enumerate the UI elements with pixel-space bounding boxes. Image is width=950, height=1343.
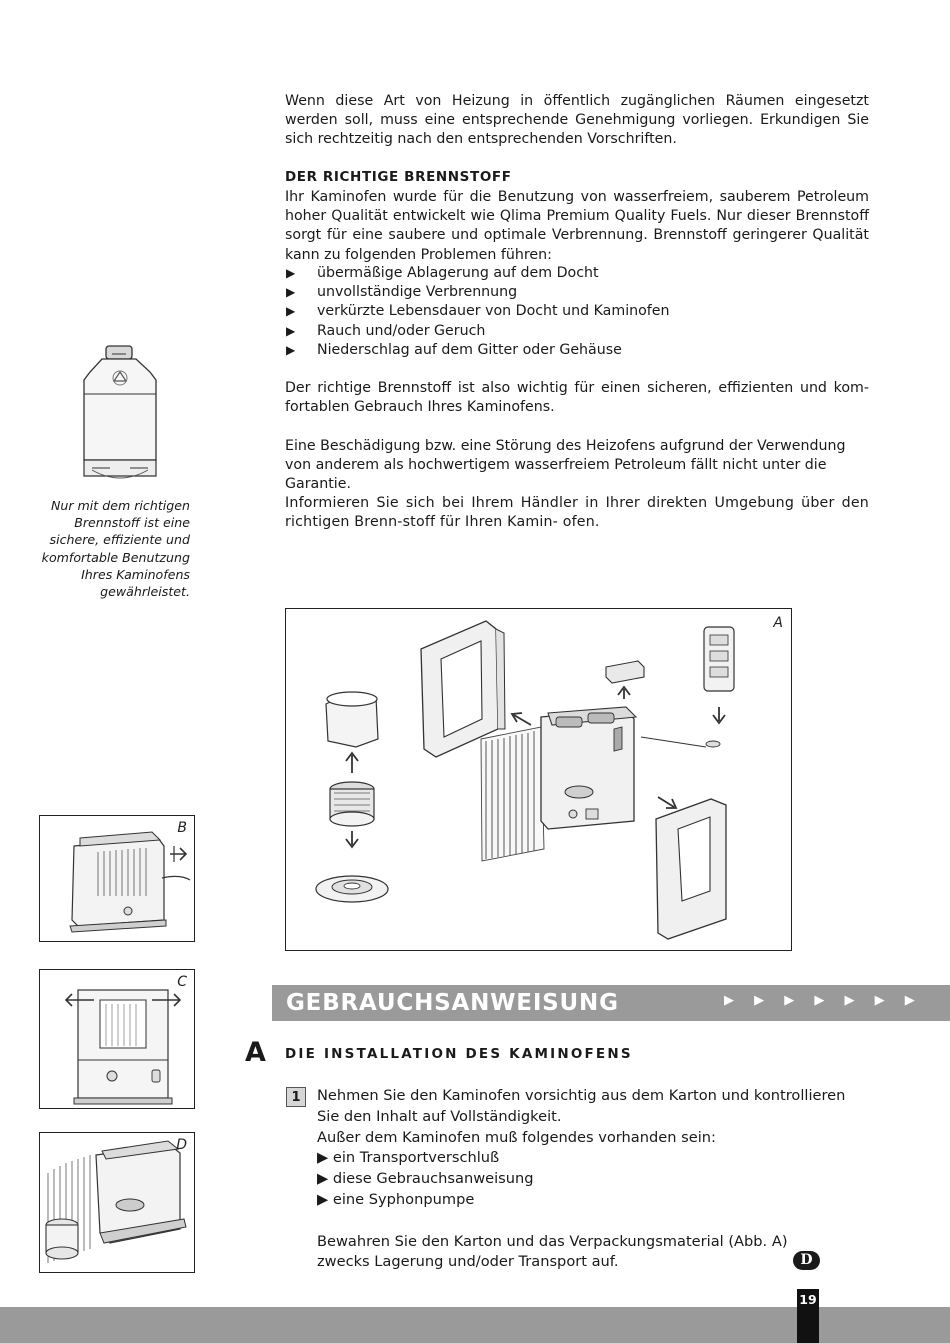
section-letter: A <box>245 1037 266 1068</box>
fuel-paragraph: Ihr Kaminofen wurde für die Benutzung von wasserfreiem, sauberem Petroleum hoher Qualität entwickelt wie Qlima Premium Quality Fuels. Nur dieser Brennstoff sorgt für eine saubere und optimale Verbrennung. Brennstoff geringerer Qualität kann zu folgenden Problemen führen: <box>285 189 869 263</box>
list-item: ▶ Niederschlag auf dem Gitter oder Gehäuse <box>285 341 869 360</box>
instructions-banner <box>272 985 950 1021</box>
heater-grille-removal-drawing <box>40 816 194 941</box>
bullet-arrow-icon: ▶ <box>286 266 296 280</box>
fuel-caption <box>30 497 190 600</box>
figure-a-exploded-view <box>285 608 792 951</box>
figure-b <box>39 815 195 942</box>
list-item: ▶ übermäßige Ablagerung auf dem Docht <box>285 264 869 283</box>
warranty-paragraph: Eine Beschädigung bzw. eine Störung des Heizofens aufgrund der Verwendung von anderem als hochwertigem wasserfreiem Petroleum fällt nicht unter die Garantie. <box>285 438 846 493</box>
intro-paragraph: Wenn diese Art von Heizung in öffentlich zugänglichen Räumen eingesetzt werden soll, muss eine entsprechende Genehmigung vorliegen. Erkundigen Sie sich rechtzeitig nach den entsprechenden Vorschriften. <box>285 93 869 148</box>
step-1-intro: Außer dem Kaminofen muß folgendes vorhanden sein: <box>317 1128 716 1146</box>
heater-top-open-drawing <box>40 970 194 1108</box>
dealer-paragraph: Informieren Sie sich bei Ihrem Händler in Ihrer direkten Umgebung über den richtigen Brenn-stoff für Ihren Kamin- ofen. <box>285 495 869 531</box>
installation-heading: DIE INSTALLATION DES KAMINOFENS <box>285 1046 633 1062</box>
step-1-content <box>317 1086 869 1273</box>
caption-line: Brennstoff ist eine <box>74 515 190 531</box>
fuel-importance-paragraph: Der richtige Brennstoff ist also wichtig für einen sicheren, effizienten und kom-fortablen Gebrauch Ihres Kaminofens. <box>285 380 869 416</box>
list-item: ▶ verkürzte Lebensdauer von Docht und Kaminofen <box>285 302 869 321</box>
figure-a-label: A <box>773 615 783 631</box>
list-item: ▶ ein Transportverschluß <box>317 1149 500 1167</box>
bullet-arrow-icon: ▶ <box>286 342 296 357</box>
heater-exploded-diagram <box>286 609 791 950</box>
caption-line: sichere, effiziente und <box>49 532 190 548</box>
caption-line: gewährleistet. <box>100 584 190 600</box>
banner-title: GEBRAUCHSANWEISUNG <box>286 990 619 1016</box>
fuel-can-icon <box>72 342 168 488</box>
step-number-box: 1 <box>286 1087 306 1107</box>
bullet-arrow-icon: ▶ <box>286 304 296 319</box>
language-badge: D <box>793 1251 820 1270</box>
caption-line: Nur mit dem richtigen <box>50 498 190 513</box>
banner-arrows: ▶ ▶ ▶ ▶ ▶ ▶ ▶ <box>724 993 923 1008</box>
page-number-tab <box>797 1289 819 1343</box>
list-item: ▶ eine Syphonpumpe <box>317 1190 475 1208</box>
caption-line: Ihres Kaminofens <box>81 566 190 582</box>
bullet-arrow-icon: ▶ <box>286 285 296 300</box>
fuel-heading: DER RICHTIGE BRENNSTOFF <box>285 169 512 185</box>
step-1-text: Nehmen Sie den Kaminofen vorsichtig aus dem Karton und kontrollieren Sie den Inhalt auf Vollständigkeit. <box>317 1087 846 1125</box>
bullet-arrow-icon: ▶ <box>286 323 296 338</box>
figure-c-label: C <box>177 974 187 990</box>
list-item: ▶ diese Gebrauchsanweisung <box>317 1170 534 1188</box>
page-number: 19 <box>799 1292 817 1307</box>
list-item: ▶ Rauch und/oder Geruch <box>285 322 869 341</box>
figure-d <box>39 1132 195 1273</box>
figure-c <box>39 969 195 1109</box>
fuel-can-illustration <box>72 342 168 488</box>
list-item: ▶ unvollständige Verbrennung <box>285 283 869 302</box>
step-1-closing: Bewahren Sie den Karton und das Verpackungsmaterial (Abb. A) zwecks Lagerung und/oder Transport auf. <box>317 1232 788 1271</box>
included-items-list <box>317 1148 869 1210</box>
figure-b-label: B <box>177 820 187 836</box>
heater-burner-removal-drawing <box>40 1133 194 1272</box>
caption-line: komfortable Benutzung <box>41 549 190 565</box>
fuel-problem-list <box>285 264 869 360</box>
figure-d-label: D <box>176 1137 187 1153</box>
